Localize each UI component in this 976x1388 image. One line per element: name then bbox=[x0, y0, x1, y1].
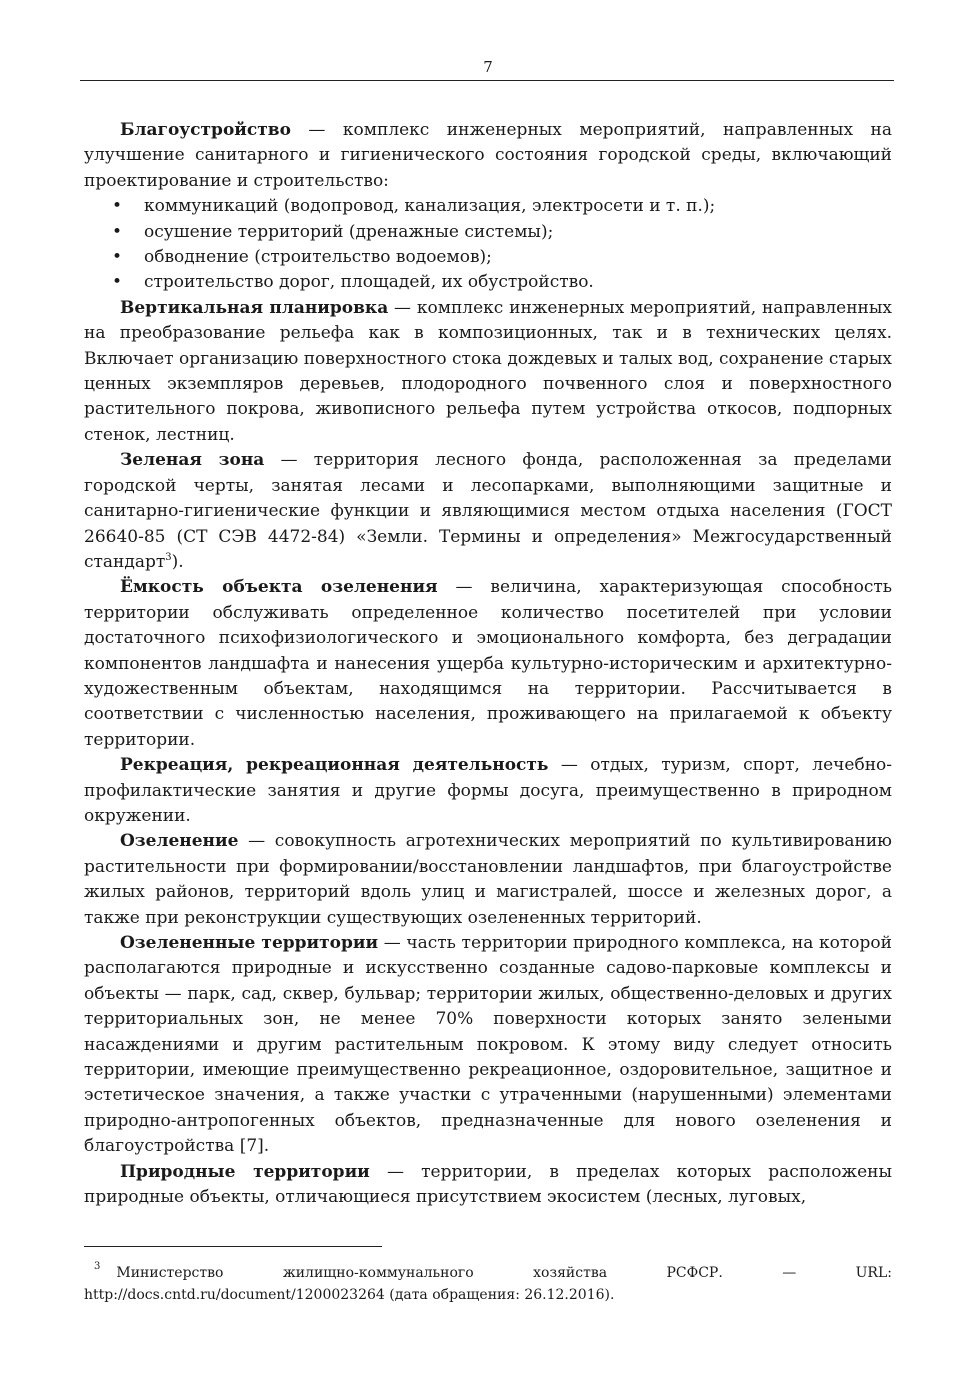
term-name: Зеленая зона bbox=[120, 450, 265, 471]
term-definition-end: ). bbox=[171, 551, 184, 572]
term-definition: — комплекс инженерных мероприятий, направленных на преобразование рельефа как в композиционных, так и в технических целях. Включает организацию поверхностного стока дождевых и талых вод, сохранение старых ценных экземпляров деревьев, плодородного почвенного слоя и поверхностного растительного покрова, живописного рельефа путем устройства откосов, подпорных стенок, лестниц. bbox=[84, 297, 892, 445]
definition-paragraph bbox=[84, 575, 892, 753]
footnote-text: Министерство жилищно-коммунального хозяйства РСФСР. — URL: http://docs.cntd.ru/document/1200023264 (дата обращения: 26.12.2016). bbox=[84, 1265, 892, 1303]
term-name: Ёмкость объекта озеленения bbox=[120, 577, 438, 598]
footnote bbox=[84, 1262, 892, 1306]
term-name: Природные территории bbox=[120, 1161, 370, 1182]
page-number: 7 bbox=[483, 58, 493, 76]
bullet-icon: • bbox=[112, 272, 123, 293]
term-name: Озелененные территории bbox=[120, 933, 379, 953]
definition-paragraph bbox=[84, 118, 892, 194]
footnote-mark: 3 bbox=[94, 1261, 101, 1272]
term-definition: — совокупность агротехнических мероприятий по культивированию растительности при формировании/восстановлении ландшафтов, при благоустройстве жилых районов, территорий вдоль улиц и магистралей, шоссе и железных дорог, а также при реконструкции существующих озелененных территорий. bbox=[84, 831, 892, 928]
term-definition: — отдых, туризм, спорт, лечебно-профилактические занятия и другие формы досуга, преимущественно в природном окружении. bbox=[84, 755, 892, 826]
list-item bbox=[84, 270, 892, 295]
term-definition: — комплекс инженерных мероприятий, направленных на улучшение санитарного и гигиенического состояния городской среды, включающий проектирование и строительство: bbox=[84, 120, 892, 191]
definition-paragraph bbox=[84, 753, 892, 829]
bullet-list bbox=[84, 194, 892, 296]
list-item bbox=[84, 245, 892, 270]
header-rule bbox=[80, 80, 894, 81]
list-item-text: строительство дорог, площадей, их обустройство. bbox=[144, 272, 594, 293]
definition-paragraph bbox=[84, 931, 892, 1160]
bullet-icon: • bbox=[112, 247, 123, 268]
definition-paragraph bbox=[84, 296, 892, 448]
term-definition: — территория лесного фонда, расположенная за пределами городской черты, занятая лесами и лесопарками, выполняющими защитные и санитарно-гигиенические функции и являющимися местом отдыха населения (ГОСТ 26640-85 (СТ СЭВ 4472-84) «Земли. Термины и определения» Межгосударственный стандарт bbox=[84, 450, 892, 572]
definition-paragraph bbox=[84, 829, 892, 931]
list-item bbox=[84, 194, 892, 219]
list-item bbox=[84, 220, 892, 245]
main-text bbox=[84, 118, 892, 1210]
footnote-reference[interactable]: 3 bbox=[165, 551, 172, 563]
term-name: Озеленение bbox=[120, 831, 239, 852]
definition-paragraph bbox=[84, 448, 892, 575]
footnote-separator bbox=[84, 1246, 382, 1247]
list-item-text: осушение территорий (дренажные системы); bbox=[144, 221, 554, 242]
definition-paragraph bbox=[84, 1160, 892, 1211]
term-name: Вертикальная планировка bbox=[120, 297, 389, 318]
list-item-text: коммуникаций (водопровод, канализация, электросети и т. п.); bbox=[144, 196, 716, 217]
term-definition: — территории, в пределах которых расположены природные объекты, отличающиеся присутствием экосистем (лесных, луговых, bbox=[84, 1161, 892, 1208]
term-name: Рекреация, рекреационная деятельность bbox=[120, 755, 549, 776]
term-definition: — величина, характеризующая способность территории обслуживать определенное количество посетителей при условии достаточного психофизиологического и эмоционального комфорта, без деградации компонентов ландшафта и нанесения ущерба культурно-историческим и архитектурно-художественным объектам, находящимся на территории. Рассчитывается в соответствии с численностью населения, проживающего на прилагаемой к объекту территории. bbox=[84, 577, 892, 750]
term-name: Благоустройство bbox=[120, 120, 291, 140]
bullet-icon: • bbox=[112, 221, 123, 242]
list-item-text: обводнение (строительство водоемов); bbox=[144, 247, 492, 268]
bullet-icon: • bbox=[112, 196, 123, 217]
term-definition: — часть территории природного комплекса, на которой располагаются природные и искусственно созданные садово-парковые комплексы и объекты — парк, сад, сквер, бульвар; территории жилых, общественно-деловых и других территориальных зон, не менее 70% поверхности которых занято зелеными насаждениями и другим растительным покровом. К этому виду следует относить территории, имеющие преимущественно рекреационное, оздоровительное, защитное и эстетическое значения, а также участки с утраченными (нарушенными) элементами природно-антропогенных объектов, предназначенные для нового озеленения и благоустройства [7]. bbox=[84, 933, 892, 1157]
